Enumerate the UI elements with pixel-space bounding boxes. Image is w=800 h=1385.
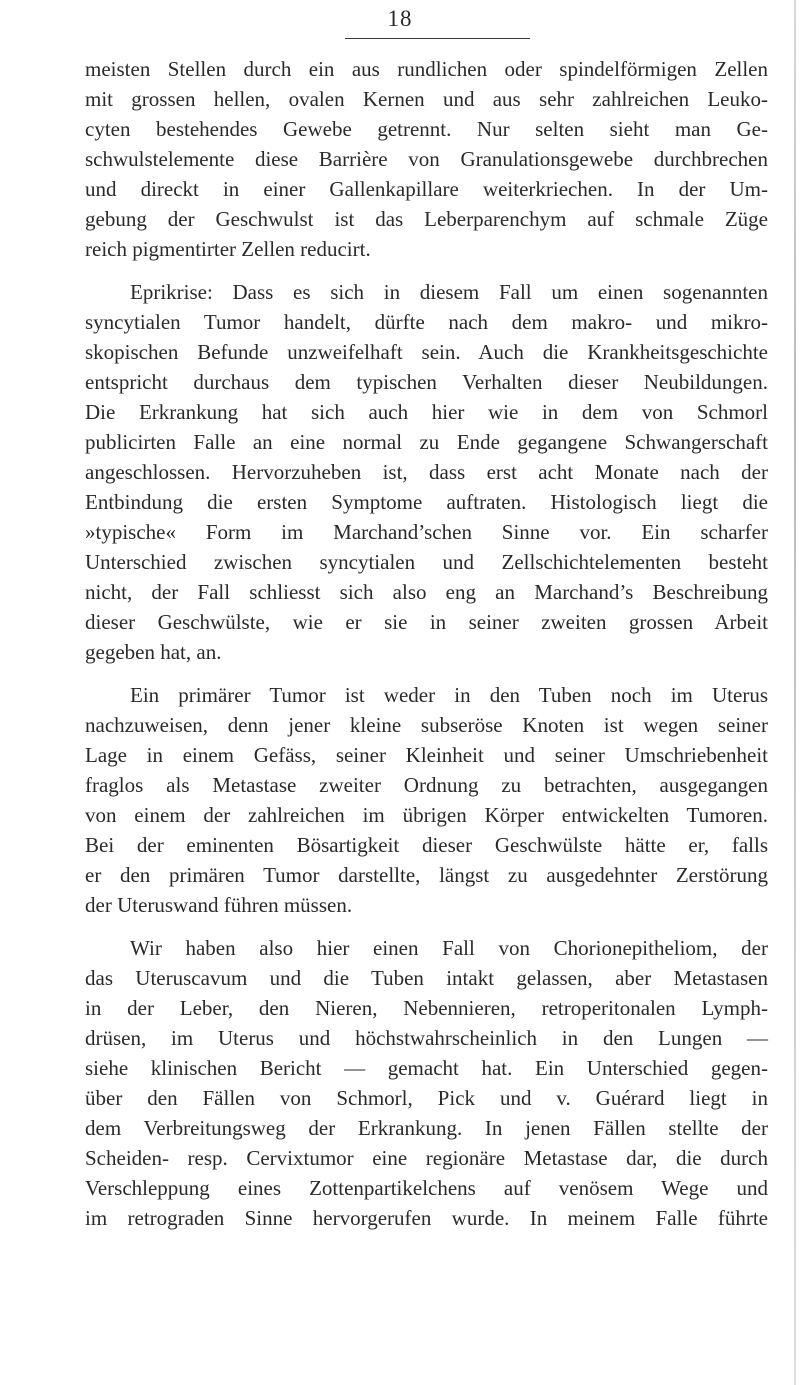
text-line: Scheiden- resp. Cervixtumor eine regionäre Metastase dar, die durch bbox=[85, 1146, 768, 1170]
text-line: dieser Geschwülste, wie er sie in seiner zweiten grossen Arbeit bbox=[85, 610, 768, 634]
text-line: mit grossen hellen, ovalen Kernen und aus sehr zahlreichen Leuko- bbox=[85, 87, 768, 111]
text-line: syncytialen Tumor handelt, dürfte nach dem makro- und mikro- bbox=[85, 310, 768, 334]
text-line: im retrograden Sinne hervorgerufen wurde. In meinem Falle führte bbox=[85, 1206, 768, 1230]
text-line: gebung der Geschwulst ist das Leberparenchym auf schmale Züge bbox=[85, 207, 768, 231]
text-line: reich pigmentirter Zellen reducirt. bbox=[85, 237, 371, 261]
text-line: fraglos als Metastase zweiter Ordnung zu betrachten, ausgegangen bbox=[85, 773, 768, 797]
text-line: er den primären Tumor darstellte, längst zu ausgedehnter Zerstörung bbox=[85, 863, 768, 887]
page-edge-shadow bbox=[794, 0, 796, 1385]
text-line: drüsen, im Uterus und höchstwahrscheinlich in den Lungen — bbox=[85, 1026, 768, 1050]
text-line: publicirten Falle an eine normal zu Ende gegangene Schwangerschaft bbox=[85, 430, 768, 454]
text-line: »typische« Form im Marchand’schen Sinne vor. Ein scharfer bbox=[85, 520, 768, 544]
page-number: 18 bbox=[387, 6, 413, 31]
header-rule bbox=[345, 38, 530, 39]
paragraph bbox=[85, 277, 768, 667]
text-line: das Uteruscavum und die Tuben intakt gelassen, aber Metastasen bbox=[85, 966, 768, 990]
text-line: Ein primärer Tumor ist weder in den Tuben noch im Uterus bbox=[130, 683, 768, 707]
text-line: der Uteruswand führen müssen. bbox=[85, 893, 353, 917]
paragraph bbox=[85, 54, 768, 264]
text-line: Lage in einem Gefäss, seiner Kleinheit und seiner Umschriebenheit bbox=[85, 743, 768, 767]
text-line: über den Fällen von Schmorl, Pick und v. Guérard liegt in bbox=[85, 1086, 768, 1110]
text-line: cyten bestehendes Gewebe getrennt. Nur selten sieht man Ge- bbox=[85, 117, 768, 141]
paragraph bbox=[85, 680, 768, 920]
text-line: Verschleppung eines Zottenpartikelchens auf venösem Wege und bbox=[85, 1176, 768, 1200]
text-line: angeschlossen. Hervorzuheben ist, dass erst acht Monate nach der bbox=[85, 460, 768, 484]
body-text bbox=[85, 54, 768, 1233]
text-line: nicht, der Fall schliesst sich also eng an Marchand’s Beschreibung bbox=[85, 580, 768, 604]
text-line: Unterschied zwischen syncytialen und Zellschichtelementen besteht bbox=[85, 550, 768, 574]
text-line: Wir haben also hier einen Fall von Chorionepitheliom, der bbox=[130, 936, 768, 960]
text-line: Entbindung die ersten Symptome auftraten. Histologisch liegt die bbox=[85, 490, 768, 514]
text-line: dem Verbreitungsweg der Erkrankung. In jenen Fällen stellte der bbox=[85, 1116, 768, 1140]
text-line: entspricht durchaus dem typischen Verhalten dieser Neubildungen. bbox=[85, 370, 768, 394]
text-line: siehe klinischen Bericht — gemacht hat. Ein Unterschied gegen- bbox=[85, 1056, 768, 1080]
text-line: nachzuweisen, denn jener kleine subseröse Knoten ist wegen seiner bbox=[85, 713, 768, 737]
text-line: Die Erkrankung hat sich auch hier wie in dem von Schmorl bbox=[85, 400, 768, 424]
text-line: Eprikrise: Dass es sich in diesem Fall um einen sogenannten bbox=[130, 280, 768, 304]
text-line: schwulstelemente diese Barrière von Granulationsgewebe durchbrechen bbox=[85, 147, 768, 171]
text-line: Bei der eminenten Bösartigkeit dieser Geschwülste hätte er, falls bbox=[85, 833, 768, 857]
text-line: skopischen Befunde unzweifelhaft sein. Auch die Krankheitsgeschichte bbox=[85, 340, 768, 364]
text-line: in der Leber, den Nieren, Nebennieren, retroperitonalen Lymph- bbox=[85, 996, 768, 1020]
text-line: und direckt in einer Gallenkapillare weiterkriechen. In der Um- bbox=[85, 177, 768, 201]
text-line: gegeben hat, an. bbox=[85, 640, 222, 664]
text-line: von einem der zahlreichen im übrigen Körper entwickelten Tumoren. bbox=[85, 803, 768, 827]
paragraph bbox=[85, 933, 768, 1233]
text-line: meisten Stellen durch ein aus rundlichen oder spindelförmigen Zellen bbox=[85, 57, 768, 81]
